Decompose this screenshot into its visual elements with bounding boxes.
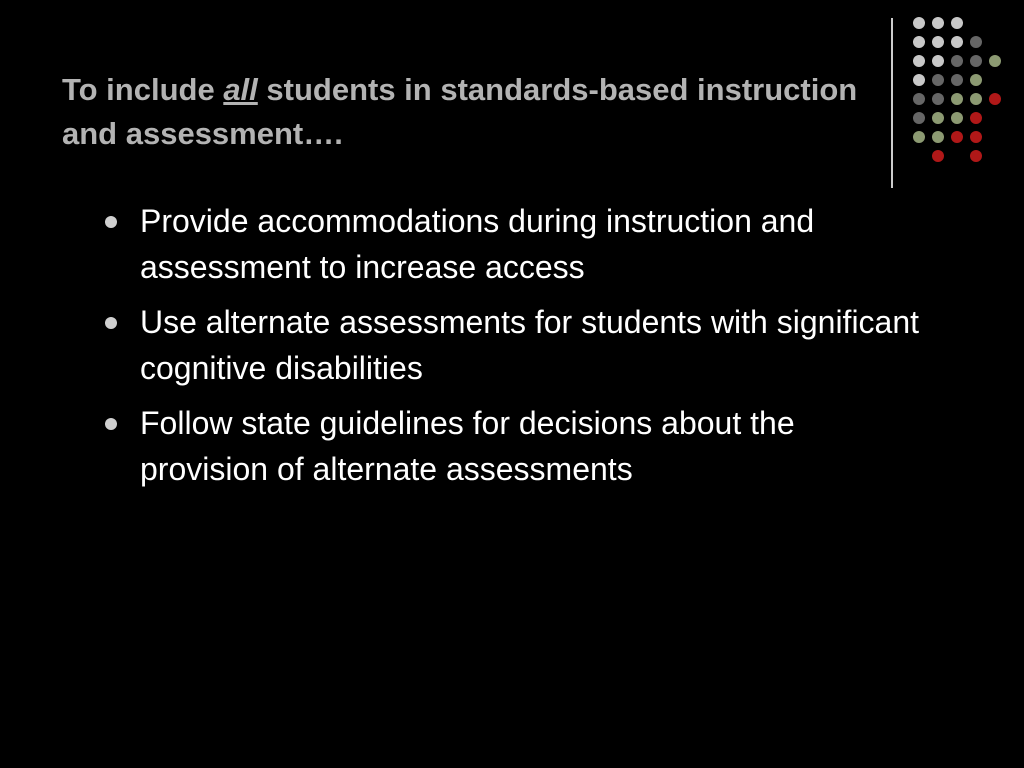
dot [913,112,925,124]
decorative-dot-grid [906,13,1006,173]
dot [951,131,963,143]
dot [951,74,963,86]
dot [932,112,944,124]
bullet-text: Follow state guidelines for decisions about the provision of alternate assessments [140,405,795,487]
dot [970,93,982,105]
dot [913,36,925,48]
dot [970,131,982,143]
title-emphasis: all [223,72,258,107]
dot [913,17,925,29]
bullet-marker [105,418,117,430]
dot [913,55,925,67]
dot [951,93,963,105]
bullet-marker [105,216,117,228]
dot [970,150,982,162]
dot [932,17,944,29]
dot [932,36,944,48]
dot [932,131,944,143]
dot [989,93,1001,105]
dot [989,55,1001,67]
bullet-list [100,198,930,501]
dot [932,93,944,105]
title-suffix: students in standards-based instruction and assessment…. [62,72,858,151]
dot [913,74,925,86]
bullet-item [100,198,930,290]
dot [951,112,963,124]
vertical-divider [891,18,893,188]
dot [913,131,925,143]
dot [970,112,982,124]
dot [951,36,963,48]
dot [913,93,925,105]
bullet-item [100,299,930,391]
bullet-text: Provide accommodations during instruction and assessment to increase access [140,203,815,285]
title-prefix: To include [62,72,224,107]
bullet-marker [105,317,117,329]
bullet-item [100,400,930,492]
dot [932,74,944,86]
dot-grid-graphic [906,13,1006,173]
dot [970,74,982,86]
dot [970,36,982,48]
dot [951,17,963,29]
dot [932,55,944,67]
bullet-text: Use alternate assessments for students with significant cognitive disabilities [140,304,920,386]
slide-title [62,68,862,156]
dot [932,150,944,162]
dot [951,55,963,67]
dot [970,55,982,67]
